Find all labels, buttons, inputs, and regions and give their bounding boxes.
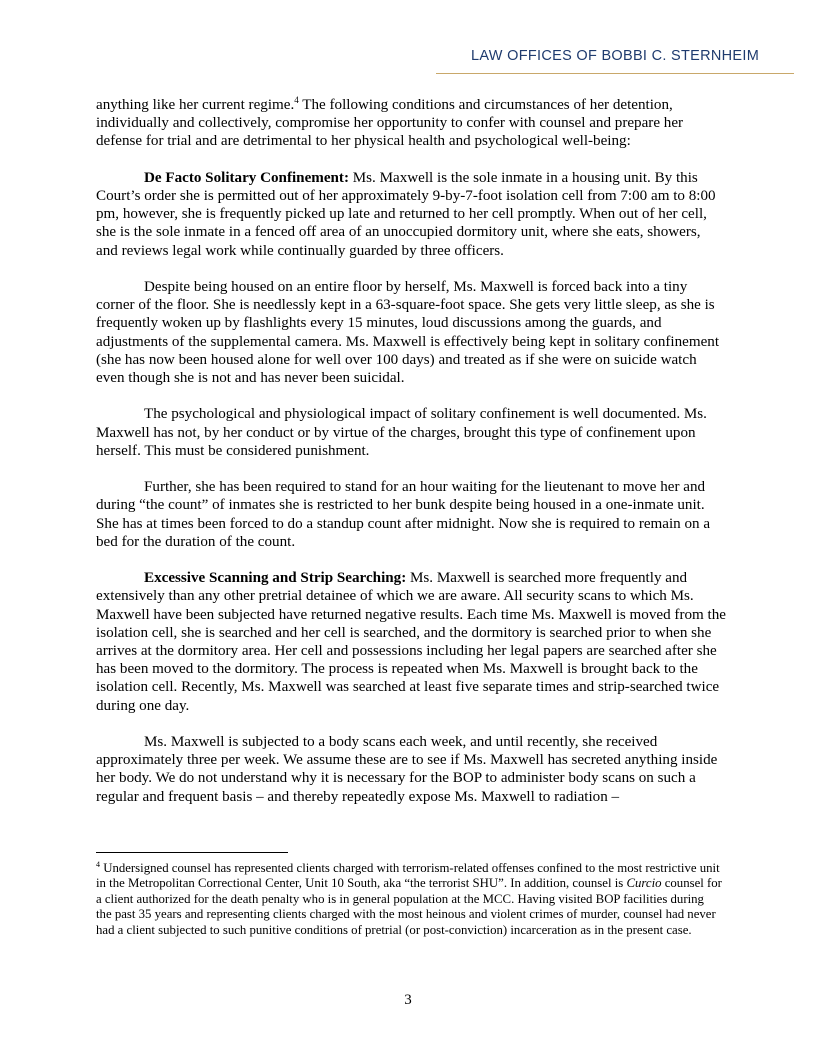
paragraph-text: The following conditions and circumstances of her detention, individually and collectively, compromise her opportunity to confer with counsel and prepare her defense for trial and are detrimental to her physical health and psychological well-being: xyxy=(96,97,684,150)
paragraph-scanning-searching xyxy=(96,569,726,715)
letterhead-rule xyxy=(436,73,794,74)
paragraph-text: Ms. Maxwell is the sole inmate in a housing unit. By this Court’s order she is permitted out of her approximately 9-by-7-foot isolation cell from 7:00 am to 8:00 pm, however, she is frequently picked up late and returned to her cell promptly. When out of her cell, she is the sole inmate in a fenced off area of an unoccupied dormitory unit, where she eats, showers, and reviews legal work while continually guarded by three officers. xyxy=(96,169,716,259)
footnote-text: counsel for a client authorized for the death penalty who is in general population at the MCC. Having visited BOP facilities during the past 35 years and representing clients charged with the most heinous and violent crimes of murder, counsel had never had a client subjected to such punitive conditions of pretrial (or post-conviction) incarceration as in the present case. xyxy=(96,876,722,937)
footnote-text: Undersigned counsel has represented clients charged with terrorism-related offenses confined to the most restrictive unit in the Metropolitan Correctional Center, Unit 10 South, aka “the terrorist SHU”. In addition, counsel is xyxy=(96,861,720,891)
paragraph-body-scans: Ms. Maxwell is subjected to a body scans each week, and until recently, she received approximately three per week. We assume these are to see if Ms. Maxwell has secreted anything inside her body. We do not understand why it is necessary for the BOP to administer body scans on such a regular and frequent basis – and thereby repeatedly expose Ms. Maxwell to radiation – xyxy=(96,734,718,805)
document-body xyxy=(96,96,726,824)
footnote xyxy=(96,861,722,938)
paragraph-tiny-corner: Despite being housed on an entire floor by herself, Ms. Maxwell is forced back into a tiny corner of the floor. She is needlessly kept in a 63-square-foot space. She gets very little sleep, as she is frequently woken up by flashlights every 15 minutes, loud discussions among the guards, and adjustments of the supplemental camera. Ms. Maxwell is effectively being kept in solitary confinement (she has now been housed alone for well over 100 days) and treated as if she were on suicide watch even though she is not and has never been suicidal. xyxy=(96,279,720,387)
section-heading: Excessive Scanning and Strip Searching: xyxy=(144,570,407,587)
footnote-divider xyxy=(96,852,288,853)
paragraph-solitary-confinement xyxy=(96,169,726,260)
page-number: 3 xyxy=(404,992,412,1008)
paragraph-psychological-impact: The psychological and physiological impact of solitary confinement is well documented. Ms. Maxwell has not, by her conduct or by virtue of the charges, brought this type of confinement upon herself. This must be considered punishment. xyxy=(96,406,707,459)
footnote-reference[interactable]: 4 xyxy=(294,95,299,105)
footnote-number: 4 xyxy=(96,860,100,869)
paragraph-text: Ms. Maxwell is searched more frequently and extensively than any other pretrial detainee of which we are aware. All security scans to which Ms. Maxwell have been subjected have returned negative results. Each time Ms. Maxwell is moved from the isolation cell, she is searched and her cell is searched, and the dormitory is searched prior to when she arrives at the dormitory area. Her cell and possessions including her legal papers are searched after she has been moved to the dormitory. The process is repeated when Ms. Maxwell is brought back to the isolation cell. Recently, Ms. Maxwell was searched at least five separate times and strip-searched twice during one day. xyxy=(96,570,726,714)
section-heading: De Facto Solitary Confinement: xyxy=(144,169,349,186)
letterhead-firm-name: LAW OFFICES OF BOBBI C. STERNHEIM xyxy=(471,48,760,64)
footnote-italic-term: Curcio xyxy=(626,876,662,891)
paragraph-the-count: Further, she has been required to stand for an hour waiting for the lieutenant to move her and during “the count” of inmates she is restricted to her bunk despite being housed in a one-inmate unit. She has at times been forced to do a standup count after midnight. Now she is required to remain on a bed for the duration of the count. xyxy=(96,479,711,550)
paragraph-text: anything like her current regime. xyxy=(96,97,295,113)
paragraph-intro-continued xyxy=(96,96,726,151)
